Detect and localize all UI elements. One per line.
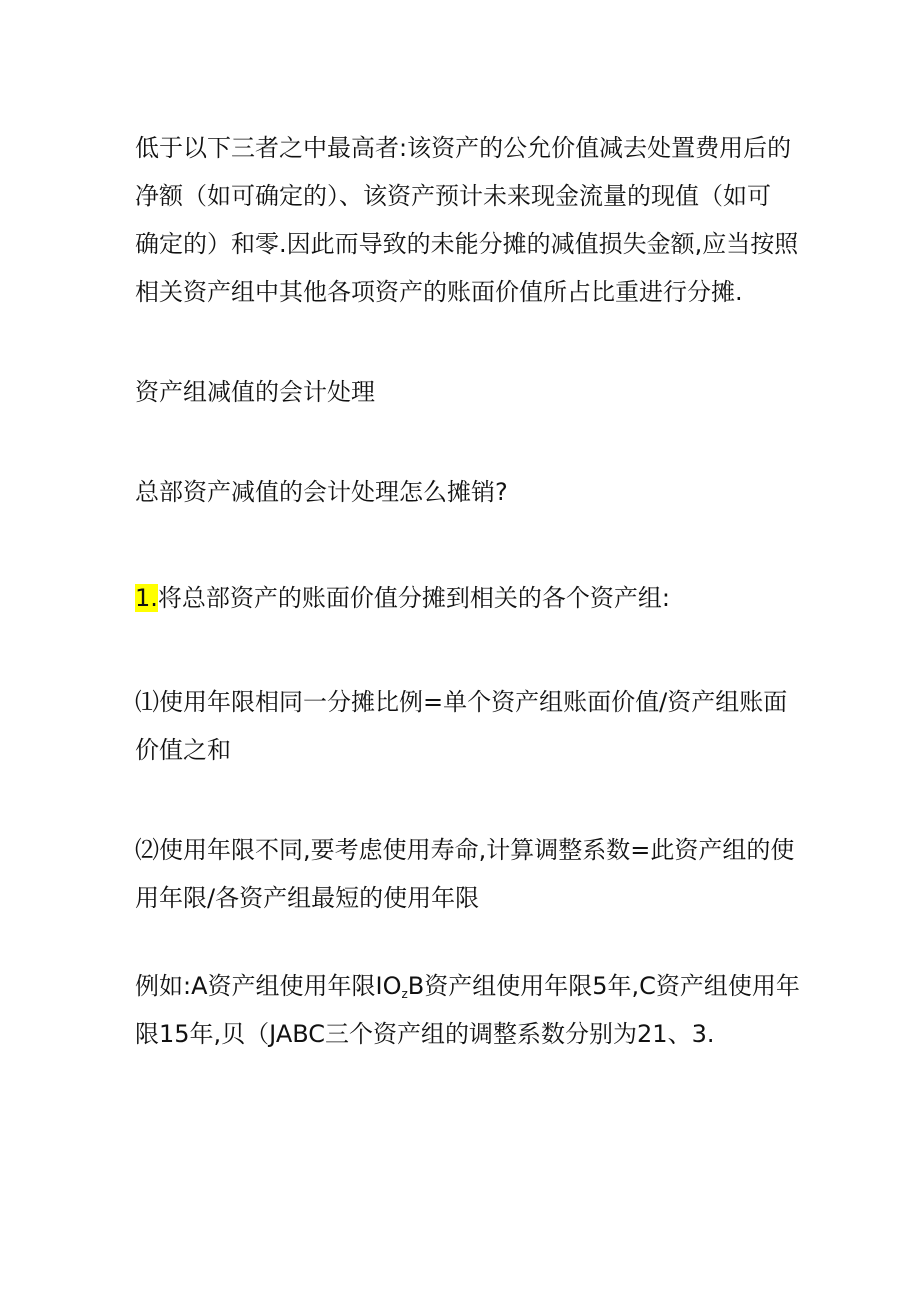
step-one-text: 将总部资产的账面价值分摊到相关的各个资产组: (157, 584, 670, 612)
text-line: 价值之和 (135, 736, 231, 764)
list-item-different-life (135, 826, 795, 922)
list-item-same-life (135, 678, 795, 774)
example-text: 例如:A资产组使用年限IO (135, 972, 402, 1000)
example-line-2: 限15年,贝（JABC三个资产组的调整系数分别为21、3. (135, 1020, 715, 1048)
text-line: 确定的）和零.因此而导致的未能分摊的减值损失金额,应当按照 (135, 230, 799, 258)
text-line: ⑵使用年限不同,要考虑使用寿命,计算调整系数=此资产组的使 (135, 836, 795, 864)
example-paragraph (135, 962, 800, 1058)
text-line: 相关资产组中其他各项资产的账面价值所占比重进行分摊. (135, 278, 743, 306)
question-heading-text: 总部资产减值的会计处理怎么摊销? (135, 478, 508, 506)
example-text: B资产组使用年限5年,C资产组使用年 (407, 972, 800, 1000)
subscript-text: z (401, 987, 408, 1001)
example-line-1 (135, 962, 800, 1010)
text-line: 净额（如可确定的）、该资产预计未来现金流量的现值（如可 (135, 182, 771, 210)
question-heading (135, 468, 795, 516)
text-line: ⑴使用年限相同一分摊比例=单个资产组账面价值/资产组账面 (135, 688, 788, 716)
text-line: 低于以下三者之中最高者:该资产的公允价值减去处置费用后的 (135, 134, 792, 162)
section-heading (135, 368, 795, 416)
highlighted-step-number: 1. (135, 584, 158, 612)
text-line: 用年限/各资产组最短的使用年限 (135, 884, 480, 912)
step-one-line (135, 574, 795, 622)
intro-paragraph (135, 124, 799, 316)
section-heading-text: 资产组减值的会计处理 (135, 378, 375, 406)
step-one (135, 574, 795, 622)
